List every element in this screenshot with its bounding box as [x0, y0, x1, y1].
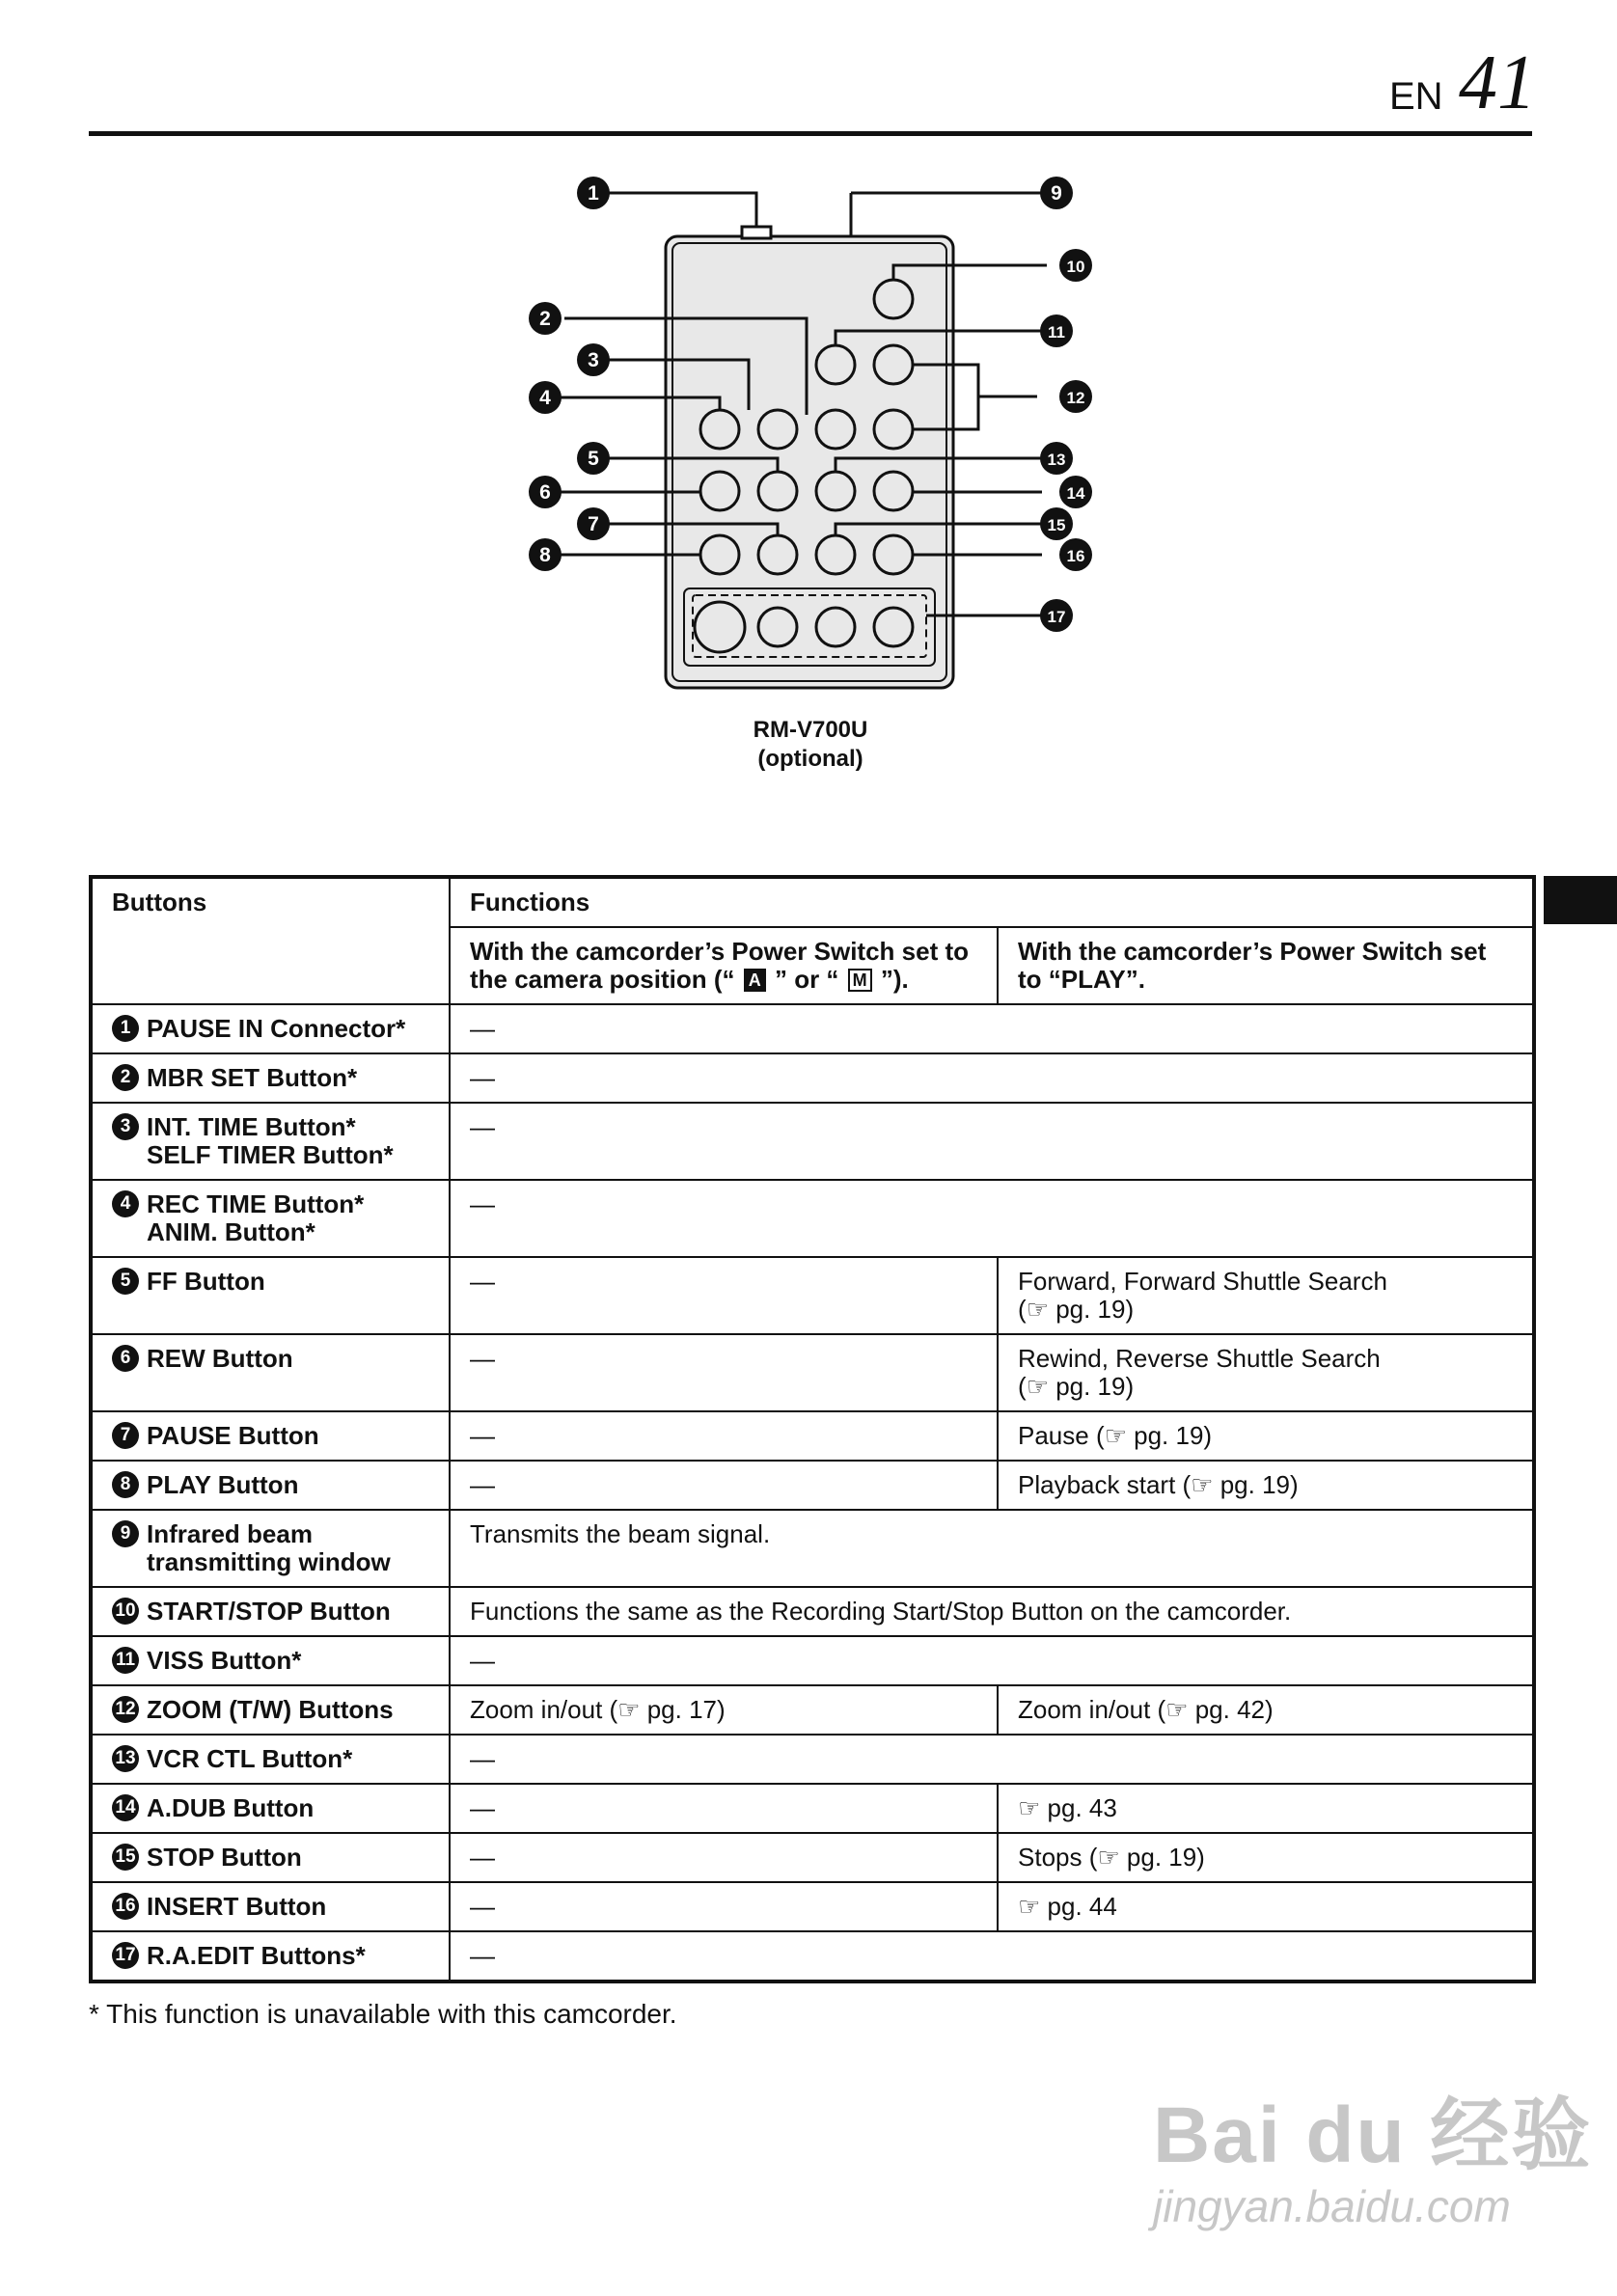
- callout-marker-5: [577, 442, 610, 475]
- function-cell-both: —: [450, 1735, 1534, 1784]
- functions-column-header: Functions: [450, 877, 1534, 927]
- function-cell-camera: —: [450, 1833, 998, 1882]
- remote-button: [874, 410, 913, 449]
- svg-text:13: 13: [1047, 451, 1066, 469]
- table-row: [91, 1257, 1534, 1334]
- button-name-cell: [91, 1685, 450, 1735]
- callout-number-badge: 2: [112, 1064, 139, 1091]
- buttons-column-header: Buttons: [91, 877, 450, 1004]
- callout-number-badge: 6: [112, 1345, 139, 1372]
- callout-number-badge: 4: [112, 1190, 139, 1217]
- remote-button: [758, 410, 797, 449]
- callout-marker-8: [529, 538, 562, 571]
- remote-button: [758, 535, 797, 574]
- button-name: MBR SET Button*: [147, 1063, 358, 1092]
- callout-number-badge: 17: [112, 1942, 139, 1969]
- button-name: PAUSE IN Connector*: [147, 1014, 406, 1043]
- function-cell-both: —: [450, 1180, 1534, 1257]
- callout-marker-9: [1040, 177, 1073, 209]
- camera-header-text-3: ”).: [880, 965, 909, 994]
- function-cell-both: Transmits the beam signal.: [450, 1510, 1534, 1587]
- button-name: INT. TIME Button* SELF TIMER Button*: [147, 1112, 394, 1169]
- watermark-url: jingyan.baidu.com: [1153, 2181, 1511, 2231]
- function-cell-camera: —: [450, 1334, 998, 1411]
- remote-button: [874, 345, 913, 384]
- remote-button: [700, 410, 739, 449]
- callout-number-badge: 15: [112, 1844, 139, 1871]
- camera-mode-header: [450, 927, 998, 1004]
- callout-number-badge: 10: [112, 1598, 139, 1625]
- button-name-cell: [91, 1510, 450, 1587]
- function-cell-camera: —: [450, 1784, 998, 1833]
- callout-number-badge: 7: [112, 1422, 139, 1449]
- callout-number-badge: 11: [112, 1647, 139, 1674]
- model-note: (optional): [757, 746, 863, 772]
- remote-button: [816, 472, 855, 510]
- table-row: [91, 1461, 1534, 1510]
- button-name-cell: [91, 1735, 450, 1784]
- function-cell-both: Functions the same as the Recording Start/Stop Button on the camcorder.: [450, 1587, 1534, 1636]
- table-row: [91, 1931, 1534, 1982]
- manual-mode-badge: M: [848, 969, 872, 992]
- callout-number-badge: 5: [112, 1268, 139, 1295]
- svg-text:14: 14: [1066, 484, 1085, 503]
- callout-number-badge: 3: [112, 1113, 139, 1140]
- remote-button: [874, 535, 913, 574]
- callout-marker-17: [1040, 599, 1073, 632]
- button-name: INSERT Button: [147, 1892, 327, 1921]
- callout-marker-2: [529, 302, 562, 335]
- table-row: [91, 1334, 1534, 1411]
- svg-text:8: 8: [539, 544, 551, 566]
- watermark-logo: Bai du 经验: [1153, 2091, 1593, 2179]
- button-name: ZOOM (T/W) Buttons: [147, 1695, 394, 1724]
- callout-marker-16: [1059, 538, 1092, 571]
- svg-text:6: 6: [539, 481, 551, 504]
- function-cell-camera: —: [450, 1257, 998, 1334]
- button-name-cell: [91, 1931, 450, 1982]
- callout-number-badge: 12: [112, 1696, 139, 1723]
- svg-text:9: 9: [1051, 182, 1062, 205]
- svg-text:7: 7: [588, 513, 599, 535]
- callout-number-badge: 9: [112, 1520, 139, 1547]
- remote-button: [874, 280, 913, 318]
- function-cell-play: Zoom in/out (☞ pg. 42): [998, 1685, 1534, 1735]
- button-name-cell: [91, 1257, 450, 1334]
- table-row: [91, 1587, 1534, 1636]
- callout-marker-14: [1059, 476, 1092, 508]
- table-row: [91, 1784, 1534, 1833]
- callout-number-badge: 1: [112, 1015, 139, 1042]
- button-name-cell: [91, 1053, 450, 1103]
- callout-marker-3: [577, 343, 610, 376]
- remote-button: [816, 535, 855, 574]
- button-name: VISS Button*: [147, 1646, 302, 1675]
- remote-button: [874, 472, 913, 510]
- svg-text:10: 10: [1066, 258, 1085, 276]
- table-row: [91, 1636, 1534, 1685]
- callout-marker-6: [529, 476, 562, 508]
- remote-button: [874, 608, 913, 646]
- camera-header-text-2: ” or “: [774, 965, 839, 994]
- button-name-cell: [91, 1784, 450, 1833]
- function-cell-both: —: [450, 1004, 1534, 1053]
- function-cell-play: Rewind, Reverse Shuttle Search (☞ pg. 19): [998, 1334, 1534, 1411]
- button-name-cell: [91, 1882, 450, 1931]
- callout-number-badge: 8: [112, 1471, 139, 1498]
- auto-mode-badge: A: [744, 969, 766, 992]
- button-name: REW Button: [147, 1344, 293, 1373]
- button-name-cell: [91, 1833, 450, 1882]
- svg-text:15: 15: [1047, 516, 1066, 534]
- button-name-cell: [91, 1334, 450, 1411]
- function-cell-both: —: [450, 1931, 1534, 1982]
- svg-text:5: 5: [588, 448, 599, 470]
- button-name: PLAY Button: [147, 1470, 299, 1499]
- function-cell-play: Stops (☞ pg. 19): [998, 1833, 1534, 1882]
- table-row: [91, 1411, 1534, 1461]
- remote-button: [816, 410, 855, 449]
- svg-text:1: 1: [588, 182, 599, 205]
- footnote: * This function is unavailable with this camcorder.: [89, 1999, 677, 2029]
- play-mode-header: With the camcorder’s Power Switch set to “PLAY”.: [998, 927, 1534, 1004]
- remote-button: [700, 472, 739, 510]
- svg-text:11: 11: [1048, 323, 1065, 342]
- function-cell-camera: —: [450, 1461, 998, 1510]
- button-name: VCR CTL Button*: [147, 1744, 353, 1773]
- remote-button: [700, 535, 739, 574]
- function-cell-camera: —: [450, 1411, 998, 1461]
- table-row: [91, 1510, 1534, 1587]
- svg-text:4: 4: [539, 387, 551, 409]
- svg-text:16: 16: [1066, 547, 1085, 565]
- language-label: EN: [1389, 75, 1443, 118]
- button-name: A.DUB Button: [147, 1793, 315, 1822]
- remote-button: [816, 345, 855, 384]
- callout-marker-10: [1059, 249, 1092, 282]
- svg-text:3: 3: [588, 349, 599, 371]
- button-name-cell: [91, 1587, 450, 1636]
- function-cell-camera: —: [450, 1882, 998, 1931]
- page-number: 41: [1459, 41, 1536, 125]
- remote-button: [695, 602, 745, 652]
- button-name: Infrared beam transmitting window: [147, 1519, 391, 1576]
- section-tab: [1544, 876, 1617, 924]
- function-cell-play: ☞ pg. 43: [998, 1784, 1534, 1833]
- button-name-cell: [91, 1103, 450, 1180]
- callout-number-badge: 16: [112, 1893, 139, 1920]
- callout-marker-1: [577, 177, 610, 209]
- button-name: FF Button: [147, 1267, 265, 1296]
- table-row: [91, 1053, 1534, 1103]
- callout-marker-13: [1040, 442, 1073, 475]
- function-cell-both: —: [450, 1053, 1534, 1103]
- table-row: [91, 1004, 1534, 1053]
- function-cell-camera: Zoom in/out (☞ pg. 17): [450, 1685, 998, 1735]
- model-name: RM-V700U: [753, 717, 868, 743]
- button-name: REC TIME Button* ANIM. Button*: [147, 1189, 365, 1246]
- callout-number-badge: 14: [112, 1794, 139, 1821]
- button-name: R.A.EDIT Buttons*: [147, 1941, 366, 1970]
- button-name: START/STOP Button: [147, 1597, 391, 1626]
- diagram-caption: [675, 716, 946, 774]
- functions-table: [89, 875, 1536, 1983]
- svg-text:17: 17: [1047, 608, 1066, 626]
- callout-marker-11: [1040, 314, 1073, 347]
- header-rule: [89, 131, 1532, 136]
- button-name-cell: [91, 1411, 450, 1461]
- table-row: [91, 1735, 1534, 1784]
- table-row: [91, 1833, 1534, 1882]
- button-name: PAUSE Button: [147, 1421, 319, 1450]
- svg-text:12: 12: [1066, 389, 1085, 407]
- callout-marker-7: [577, 507, 610, 540]
- remote-control-diagram: [502, 159, 1119, 709]
- callout-marker-4: [529, 381, 562, 414]
- function-cell-play: Forward, Forward Shuttle Search (☞ pg. 19): [998, 1257, 1534, 1334]
- remote-button: [758, 608, 797, 646]
- table-row: [91, 1103, 1534, 1180]
- button-name-cell: [91, 1180, 450, 1257]
- function-cell-play: ☞ pg. 44: [998, 1882, 1534, 1931]
- button-name-cell: [91, 1461, 450, 1510]
- callout-marker-12: [1059, 380, 1092, 413]
- callout-marker-15: [1040, 507, 1073, 540]
- remote-button: [758, 472, 797, 510]
- table-row: [91, 1685, 1534, 1735]
- leader-line: [593, 193, 756, 227]
- table-row: [91, 1180, 1534, 1257]
- button-name-cell: [91, 1636, 450, 1685]
- function-cell-play: Pause (☞ pg. 19): [998, 1411, 1534, 1461]
- callout-number-badge: 13: [112, 1745, 139, 1772]
- function-cell-play: Playback start (☞ pg. 19): [998, 1461, 1534, 1510]
- svg-text:2: 2: [539, 308, 551, 330]
- function-cell-both: —: [450, 1636, 1534, 1685]
- function-cell-both: —: [450, 1103, 1534, 1180]
- button-name-cell: [91, 1004, 450, 1053]
- button-name: STOP Button: [147, 1843, 302, 1872]
- camera-header-text-1: With the camcorder’s Power Switch set to the camera position (“: [470, 937, 969, 994]
- remote-button: [816, 608, 855, 646]
- table-row: [91, 1882, 1534, 1931]
